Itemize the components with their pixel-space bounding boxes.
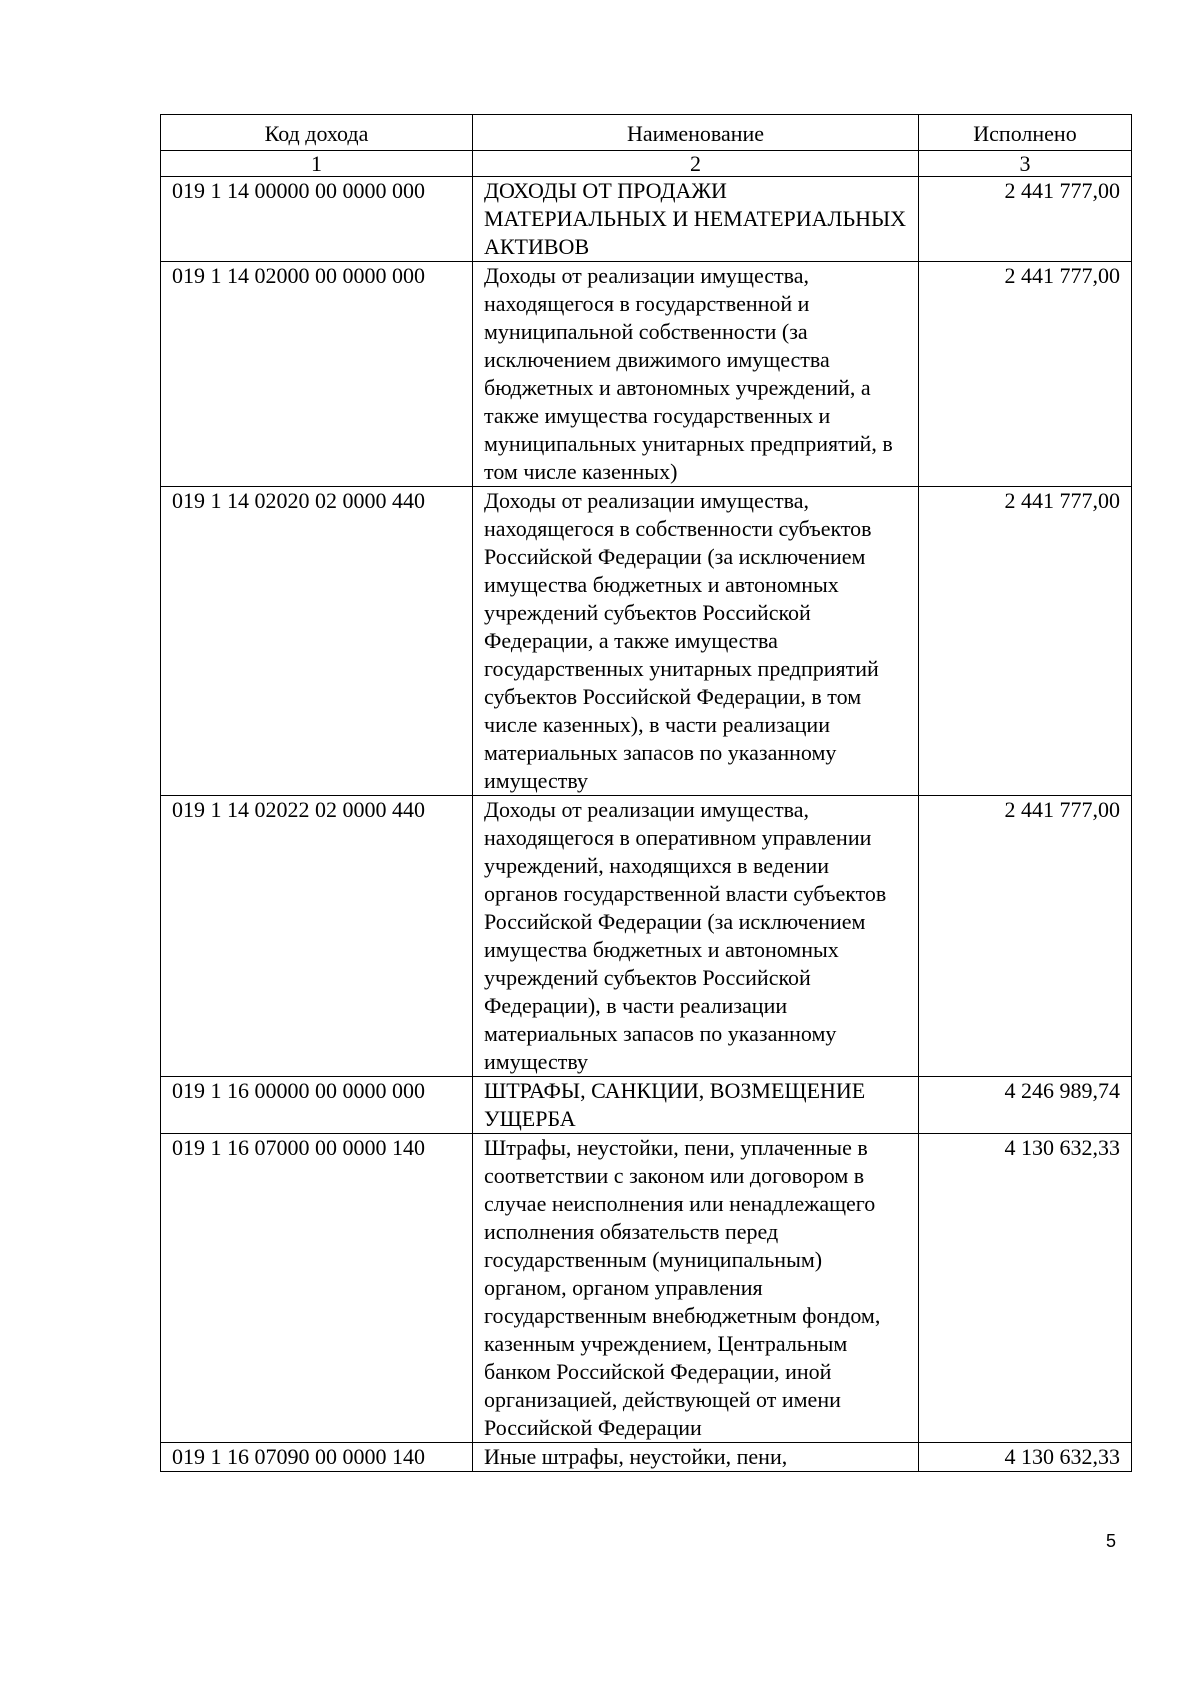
income-code: 019 1 14 02000 00 0000 000 <box>161 262 473 487</box>
executed-amount: 2 441 777,00 <box>919 487 1132 796</box>
table-row <box>161 177 1132 262</box>
executed-amount: 4 130 632,33 <box>919 1134 1132 1443</box>
executed-amount: 2 441 777,00 <box>919 796 1132 1077</box>
income-name: ШТРАФЫ, САНКЦИИ, ВОЗМЕЩЕНИЕ УЩЕРБА <box>473 1077 919 1134</box>
table-row <box>161 1443 1132 1472</box>
executed-amount: 4 130 632,33 <box>919 1443 1132 1472</box>
income-code: 019 1 14 02020 02 0000 440 <box>161 487 473 796</box>
column-number-row <box>161 151 1132 177</box>
income-code: 019 1 14 00000 00 0000 000 <box>161 177 473 262</box>
income-code: 019 1 16 00000 00 0000 000 <box>161 1077 473 1134</box>
header-code: Код дохода <box>161 115 473 151</box>
table-header <box>161 115 1132 177</box>
table-row <box>161 796 1132 1077</box>
page-number: 5 <box>1106 1531 1117 1551</box>
income-code: 019 1 14 02022 02 0000 440 <box>161 796 473 1077</box>
income-code: 019 1 16 07000 00 0000 140 <box>161 1134 473 1443</box>
executed-amount: 2 441 777,00 <box>919 262 1132 487</box>
income-name: Штрафы, неустойки, пени, уплаченные в соответствии с законом или договором в случае неисполнения или ненадлежащего исполнения обязательств перед государственным (муниципальным) органом, органом управления государственным внебюджетным фондом, казенным учреждением, Центральным банком Российской Федерации, иной организацией, действующей от имени Российской Федерации <box>473 1134 919 1443</box>
income-name: Доходы от реализации имущества, находящегося в государственной и муниципальной собственности (за исключением движимого имущества бюджетных и автономных учреждений, а также имущества государственных и муниципальных унитарных предприятий, в том числе казенных) <box>473 262 919 487</box>
executed-amount: 4 246 989,74 <box>919 1077 1132 1134</box>
income-name: Доходы от реализации имущества, находящегося в собственности субъектов Российской Федерации (за исключением имущества бюджетных и автономных учреждений субъектов Российской Федерации, а также имущества государственных унитарных предприятий субъектов Российской Федерации, в том числе казенных), в части реализации материальных запасов по указанному имуществу <box>473 487 919 796</box>
table-body <box>161 177 1132 1472</box>
column-number-3: 3 <box>919 151 1132 177</box>
income-name: ДОХОДЫ ОТ ПРОДАЖИ МАТЕРИАЛЬНЫХ И НЕМАТЕРИАЛЬНЫХ АКТИВОВ <box>473 177 919 262</box>
header-name: Наименование <box>473 115 919 151</box>
table-row <box>161 262 1132 487</box>
column-number-1: 1 <box>161 151 473 177</box>
column-number-2: 2 <box>473 151 919 177</box>
revenue-table <box>160 114 1132 1472</box>
header-row <box>161 115 1132 151</box>
table-row <box>161 1134 1132 1443</box>
header-executed: Исполнено <box>919 115 1132 151</box>
executed-amount: 2 441 777,00 <box>919 177 1132 262</box>
table-row <box>161 1077 1132 1134</box>
income-name: Доходы от реализации имущества, находящегося в оперативном управлении учреждений, находящихся в ведении органов государственной власти субъектов Российской Федерации (за исключением имущества бюджетных и автономных учреждений субъектов Российской Федерации), в части реализации материальных запасов по указанному имуществу <box>473 796 919 1077</box>
table-row <box>161 487 1132 796</box>
income-name: Иные штрафы, неустойки, пени, <box>473 1443 919 1472</box>
income-code: 019 1 16 07090 00 0000 140 <box>161 1443 473 1472</box>
